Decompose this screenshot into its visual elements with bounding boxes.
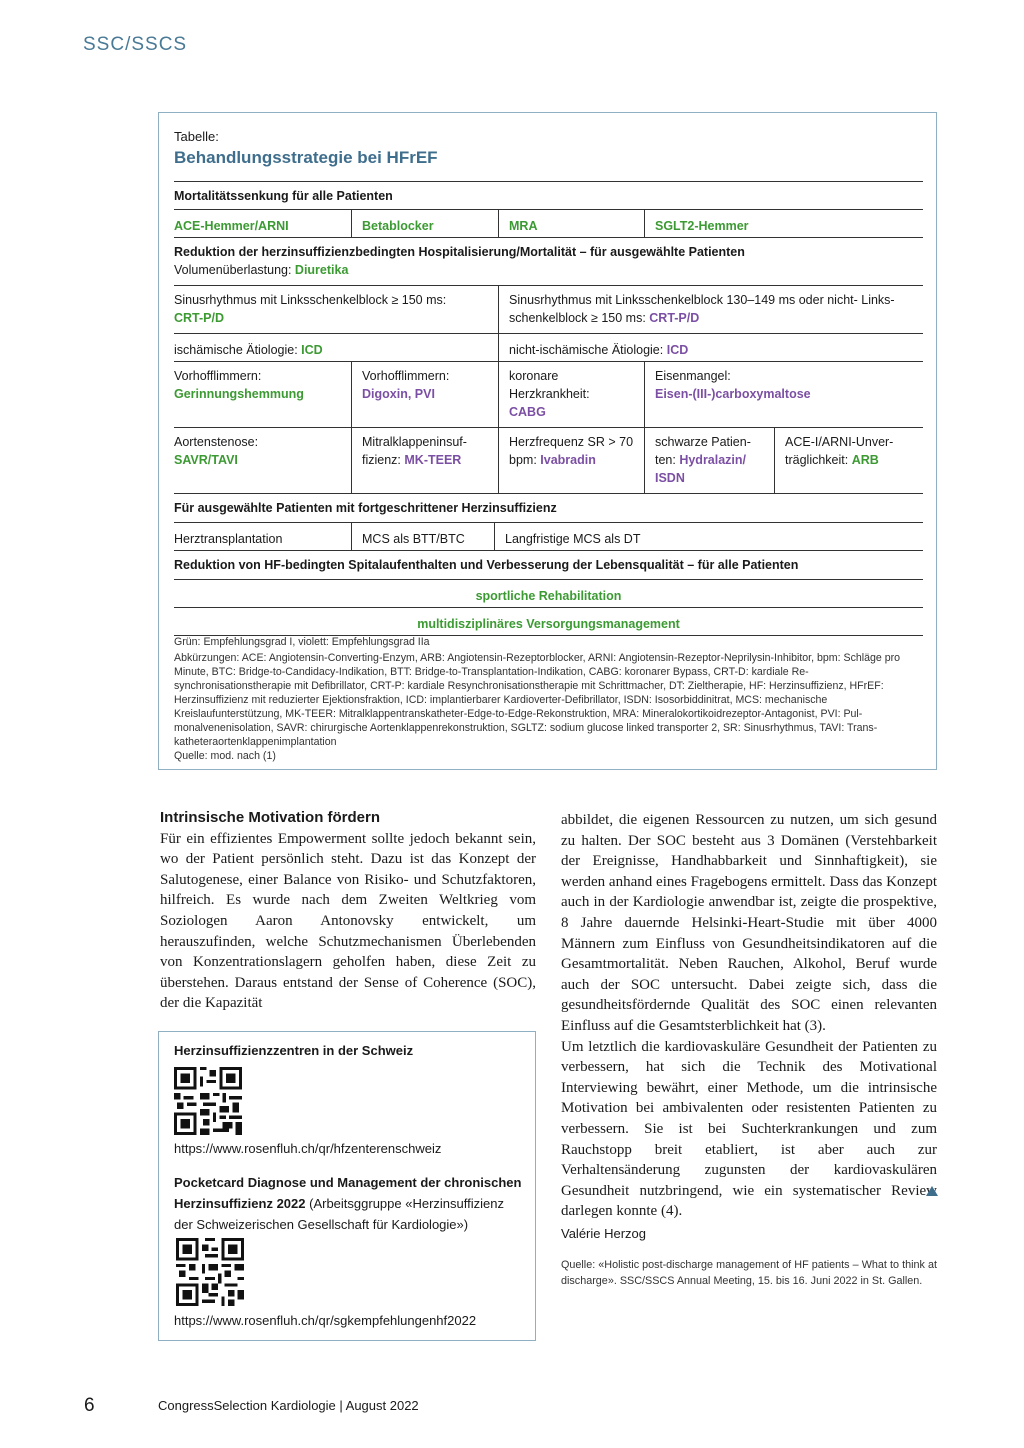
- cell-value: CABG: [509, 405, 546, 419]
- table-cell: [351, 428, 498, 493]
- table-row: [174, 285, 923, 333]
- table-cell: ACE-Hemmer/ARNI: [174, 219, 289, 233]
- cell-label: ischämische Ätiologie:: [174, 343, 302, 357]
- table-cell: MCS als BTT/BTC: [351, 523, 494, 550]
- article-source: Quelle: «Holistic post-discharge management of HF patients – What to think at discharge». SSC/SSCS Annual Meeting, 15. bis 16. Juni 2022 in St. Gallen.: [561, 1259, 937, 1287]
- table-cell: [644, 362, 923, 427]
- table-cell: [174, 238, 923, 285]
- table-row: [174, 579, 923, 607]
- table-row: [174, 550, 923, 579]
- table-row: [174, 181, 923, 209]
- end-of-article-icon: [926, 1186, 938, 1196]
- table-cell: [498, 286, 923, 333]
- table-cell: Langfristige MCS als DT: [494, 523, 923, 550]
- row-header: Mortalitätssenkung für alle Patienten: [174, 189, 393, 203]
- cell-value: CRT-P/D: [649, 311, 700, 325]
- table-cell: [174, 428, 351, 493]
- table-cell: [774, 428, 923, 493]
- cell-label: schwarze Patien-ten:: [655, 435, 751, 467]
- table-cell: [644, 428, 774, 493]
- cell-value: CRT-P/D: [174, 311, 224, 325]
- cell-value: SAVR/TAVI: [174, 453, 238, 467]
- qr-link[interactable]: https://www.rosenfluh.ch/qr/hfzenterenschweiz: [174, 1141, 442, 1156]
- cell-value: Gerinnungshemmung: [174, 387, 304, 401]
- table-cell: [174, 334, 498, 361]
- footer-publication: CongressSelection Kardiologie | August 2022: [158, 1398, 419, 1413]
- abbreviations: Abkürzungen: ACE: Angiotensin-Converting-Enzym, ARB: Angiotensin-Rezeptorblocker, ARNI: Angiotensin-Rezeptor-Neprilysin-Inhibitor, bpm: Schläge pro Minute, BTC: Bridge-to-Candidacy-Indikation, BTT: Bridge-to-Transplantation-Indikation, CABG: koronarer Bypass, CRT-D: kardiale Re-synchronisationstherapie mit Defibrillator, CRT-P: kardiale Resynchronisationstherapie mit Schrittmacher, DT: Zieltherapie, HF: Herzinsuffizienz, HFrEF: Herzinsuffizienz mit reduzierter Ejektionsfraktion, ICD: implantierbarer Kardioverter-Defibrillator, ISDN: Isosorbiddinitrat, MCS: mechanische Kreislaufunterstützung, MK-TEER: Mitralklappentranskatheter-Edge-to-Edge-Rekonstruktion, MRA: Mineralokortikoidrezeptor-Antagonist, PVI: Pul-monalvenenisolation, SAVR: chirurgische Aortenklappenrekonstruktion, SGLTZ: sodium glucose linked transporter 2, SR: Sinusrhythmus, TAVI: Trans-katheteraortenklappenimplantation: [174, 652, 901, 748]
- table-cell: [498, 334, 923, 361]
- table-cell: Herztransplantation: [174, 532, 283, 546]
- table-cell: Betablocker: [351, 210, 498, 237]
- cell-value: ARB: [851, 453, 879, 467]
- cell-value: Digoxin, PVI: [362, 387, 435, 401]
- table-row: [174, 209, 923, 237]
- table-cell: SGLT2-Hemmer: [644, 210, 923, 237]
- table-row: [174, 522, 923, 550]
- info-title: Pocketcard Diagnose und Management der chronischen Herzinsuffizienz 2022: [174, 1175, 522, 1211]
- paragraph: abbildet, die eigenen Ressourcen zu nutzen, um sich gesund zu halten. Der SOC besteht aus 3 Domänen (Verstehbarkeit der Ereignisse, Handhabbarkeit und Sinnhaftigkeit), sie werden anhand eines Fragebogens ermittelt. Dass das Konzept auch in der Kardiologie anwendbar ist, zeigte die prospektive, 8 Jahre dauernde Helsinki-Heart-Studie mit über 4000 Männern zum Einfluss von Gesundheitsindikatoren auf die Gesamtmortalität. Neben Rauchen, Alkohol, Beruf wurde auch der SOC untersucht. Dabei zeigte sich, dass die gesundheitsfördernde Qualität des SOC einen relevanten Einfluss auf die Gesamtsterblichkeit hat (3).: [561, 812, 937, 1034]
- table-cell: multidisziplinäres Versorgungsmanagement: [417, 617, 680, 631]
- table-row: [174, 333, 923, 361]
- row-header: Für ausgewählte Patienten mit fortgeschrittener Herzinsuffizienz: [174, 501, 557, 515]
- cell-value: ICD: [666, 343, 689, 357]
- cell-value: Ivabradin: [540, 453, 596, 467]
- table-source: Quelle: mod. nach (1): [174, 750, 276, 762]
- table-row: [174, 237, 923, 285]
- table-cell: [498, 428, 644, 493]
- cell-label: Aortenstenose:: [174, 435, 259, 449]
- row-header: Reduktion von HF-bedingten Spitalaufenthalten und Verbesserung der Lebensqualität – für alle Patienten: [174, 558, 799, 572]
- cell-label: koronare Herzkrankheit:: [509, 369, 590, 401]
- table-cell: sportliche Rehabilitation: [475, 589, 622, 603]
- cell-label: Herzfrequenz SR > 70 bpm:: [509, 435, 634, 467]
- section-header: SSC/SSCS: [83, 34, 188, 55]
- table-box: [158, 112, 937, 770]
- cell-label: nicht-ischämische Ätiologie:: [509, 343, 667, 357]
- cell-label: Vorhofflimmern:: [362, 369, 450, 383]
- cell-label: Eisenmangel:: [655, 369, 731, 383]
- table-row: [174, 361, 923, 427]
- table-row: [174, 427, 923, 493]
- table-row: [174, 607, 923, 636]
- paragraph: Für ein effizientes Empowerment sollte jedoch bekannt sein, wo der Patient persönlich steht. Dazu ist das Konzept der Salutogenese, einer Balance von Risiko- und Schutzfaktoren, hilfreich. Es wurde nach dem Zweiten Weltkrieg vom Soziologen Aaron Antonovsky entwickelt, um herauszufinden, welche Schutzmechanismen Überlebenden von Konzentrationslagern geholfen haben, diese Zeit zu überstehen. Daraus entstand der Sense of Coherence (SOC), der die Kapazität: [160, 830, 536, 1012]
- treatment-table: [174, 181, 923, 636]
- cell-label: ACE-I/ARNI-Unver-träglichkeit:: [785, 435, 894, 467]
- cell-label: Volumenüberlastung:: [174, 263, 295, 277]
- cell-value: Eisen-(III-)carboxymaltose: [655, 387, 811, 401]
- cell-value: MK-TEER: [404, 453, 462, 467]
- table-title: Behandlungsstrategie bei HFrEF: [174, 148, 438, 167]
- qr-link[interactable]: https://www.rosenfluh.ch/qr/sgkempfehlungenhf2022: [174, 1313, 477, 1328]
- table-cell: [351, 362, 498, 427]
- table-notes: [174, 635, 924, 765]
- cell-value: Diuretika: [294, 263, 349, 277]
- paragraph: Um letztlich die kardiovaskuläre Gesundheit der Patienten zu verbessern, hat sich die Technik des Motivational Interviewing bewährt, einer Methode, um die intrinsische Motivation bei ambivalenten oder resistenten Patienten zu verbessern. Sie ist bei Suchterkrankungen und zum Rauchstopp breit etabliert, ist aber auch zur Verhaltensänderung zugunsten der kardiovaskulären Gesundheit nutzbringend, wie ein systematischer Review darlegen konnte (4).: [561, 1038, 937, 1220]
- table-cell: MRA: [498, 210, 644, 237]
- cell-label: Sinusrhythmus mit Linksschenkelblock ≥ 150 ms:: [174, 293, 447, 307]
- info-item: [174, 1172, 524, 1235]
- cell-value: ICD: [301, 343, 323, 357]
- qr-code-icon[interactable]: [176, 1238, 244, 1306]
- article-column-right: [561, 810, 937, 1222]
- author: Valérie Herzog: [561, 1226, 647, 1241]
- row-header: Reduktion der herzinsuffizienzbedingten Hospitalisierung/Mortalität – für ausgewählte Patienten: [174, 245, 745, 259]
- qr-code-icon[interactable]: [174, 1067, 242, 1135]
- section-heading: Intrinsische Motivation fördern: [160, 809, 381, 826]
- cell-label: Sinusrhythmus mit Linksschenkelblock 130–149 ms oder nicht- Links-schenkelblock ≥ 150 ms:: [509, 293, 895, 325]
- table-cell: [498, 362, 644, 427]
- page-number: 6: [84, 1395, 95, 1416]
- table-cell: [174, 362, 351, 427]
- table-legend: Grün: Empfehlungsgrad I, violett: Empfehlungsgrad IIa: [174, 636, 430, 648]
- table-cell: [174, 286, 498, 333]
- article-column-left: [160, 808, 536, 1014]
- info-box: [158, 1031, 536, 1341]
- table-row: [174, 493, 923, 522]
- table-caption: Tabelle:: [174, 129, 219, 144]
- cell-label: Vorhofflimmern:: [174, 369, 262, 383]
- info-description: (Arbeitsggruppe «Herzinsuffizienz der Schweizerischen Gesellschaft für Kardiologie»): [174, 1196, 504, 1232]
- info-title: Herzinsuffizienzzentren in der Schweiz: [174, 1043, 414, 1058]
- cell-value: Hydralazin/ ISDN: [655, 453, 747, 485]
- cell-label: Mitralklappeninsuf-fizienz:: [362, 435, 467, 467]
